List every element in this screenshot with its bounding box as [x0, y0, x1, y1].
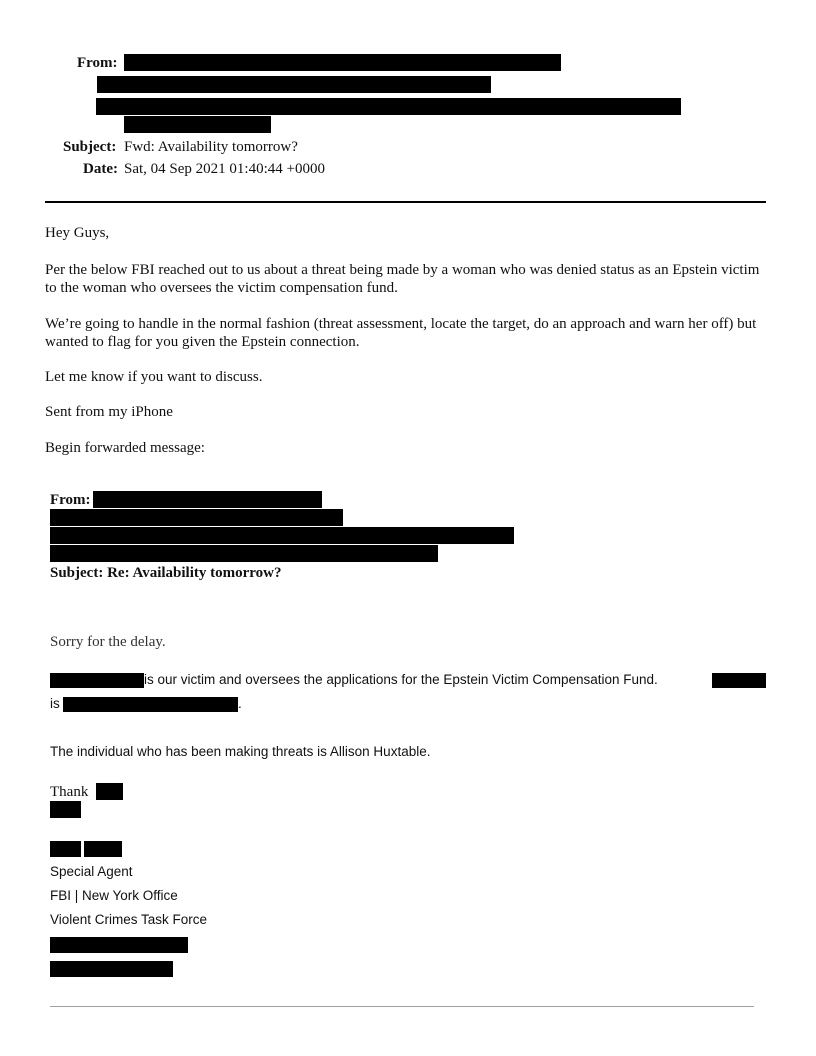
paragraph-threat-report: Per the below FBI reached out to us about a threat being made by a woman who was denied status as an Epstein victim to the woman who oversees the victim compensation fund. — [45, 262, 760, 296]
period-text: . — [238, 696, 242, 711]
redaction-block — [50, 961, 173, 977]
date-value: Sat, 04 Sep 2021 01:40:44 +0000 — [124, 161, 325, 177]
forward-intro: Begin forwarded message: — [45, 440, 205, 456]
redaction-block — [50, 937, 188, 953]
apology-line: Sorry for the delay. — [50, 634, 166, 650]
redaction-block — [50, 841, 81, 857]
redaction-block — [124, 116, 271, 133]
redaction-block — [50, 801, 81, 818]
subject-label: Subject: — [63, 139, 117, 155]
thank-text: Thank — [50, 784, 89, 800]
redaction-block — [96, 783, 123, 800]
redaction-block — [712, 673, 766, 688]
sent-from-line: Sent from my iPhone — [45, 404, 173, 420]
footer-divider — [50, 1006, 754, 1007]
subject-value: Fwd: Availability tomorrow? — [124, 139, 298, 155]
header-divider — [45, 201, 766, 203]
victim-line: is our victim and oversees the applications for the Epstein Victim Compensation Fund. — [144, 672, 658, 687]
signature-title: Special Agent — [50, 864, 133, 879]
is-text: is — [50, 696, 60, 711]
redaction-block — [50, 545, 438, 562]
signature-unit: Violent Crimes Task Force — [50, 912, 208, 927]
paragraph-discuss: Let me know if you want to discuss. — [45, 369, 263, 385]
forwarded-from-label: From: — [50, 492, 91, 508]
redaction-block — [50, 509, 343, 526]
redaction-block — [50, 527, 514, 544]
greeting: Hey Guys, — [45, 225, 110, 241]
date-label: Date: — [83, 161, 118, 177]
paragraph-handling: We’re going to handle in the normal fashion (threat assessment, locate the target, do an approach and warn her off) but wanted to flag for you given the Epstein connection. — [45, 316, 757, 350]
redaction-block — [96, 98, 681, 115]
from-label: From: — [77, 55, 118, 71]
redaction-block — [124, 54, 561, 71]
redaction-block — [97, 76, 491, 93]
redaction-block — [93, 491, 322, 508]
redaction-block — [50, 673, 144, 688]
redaction-block — [84, 841, 122, 857]
signature-office: FBI | New York Office — [50, 888, 178, 903]
forwarded-subject: Subject: Re: Availability tomorrow? — [50, 565, 282, 581]
threat-line: The individual who has been making threats is Allison Huxtable. — [50, 744, 431, 759]
redaction-block — [63, 697, 238, 712]
